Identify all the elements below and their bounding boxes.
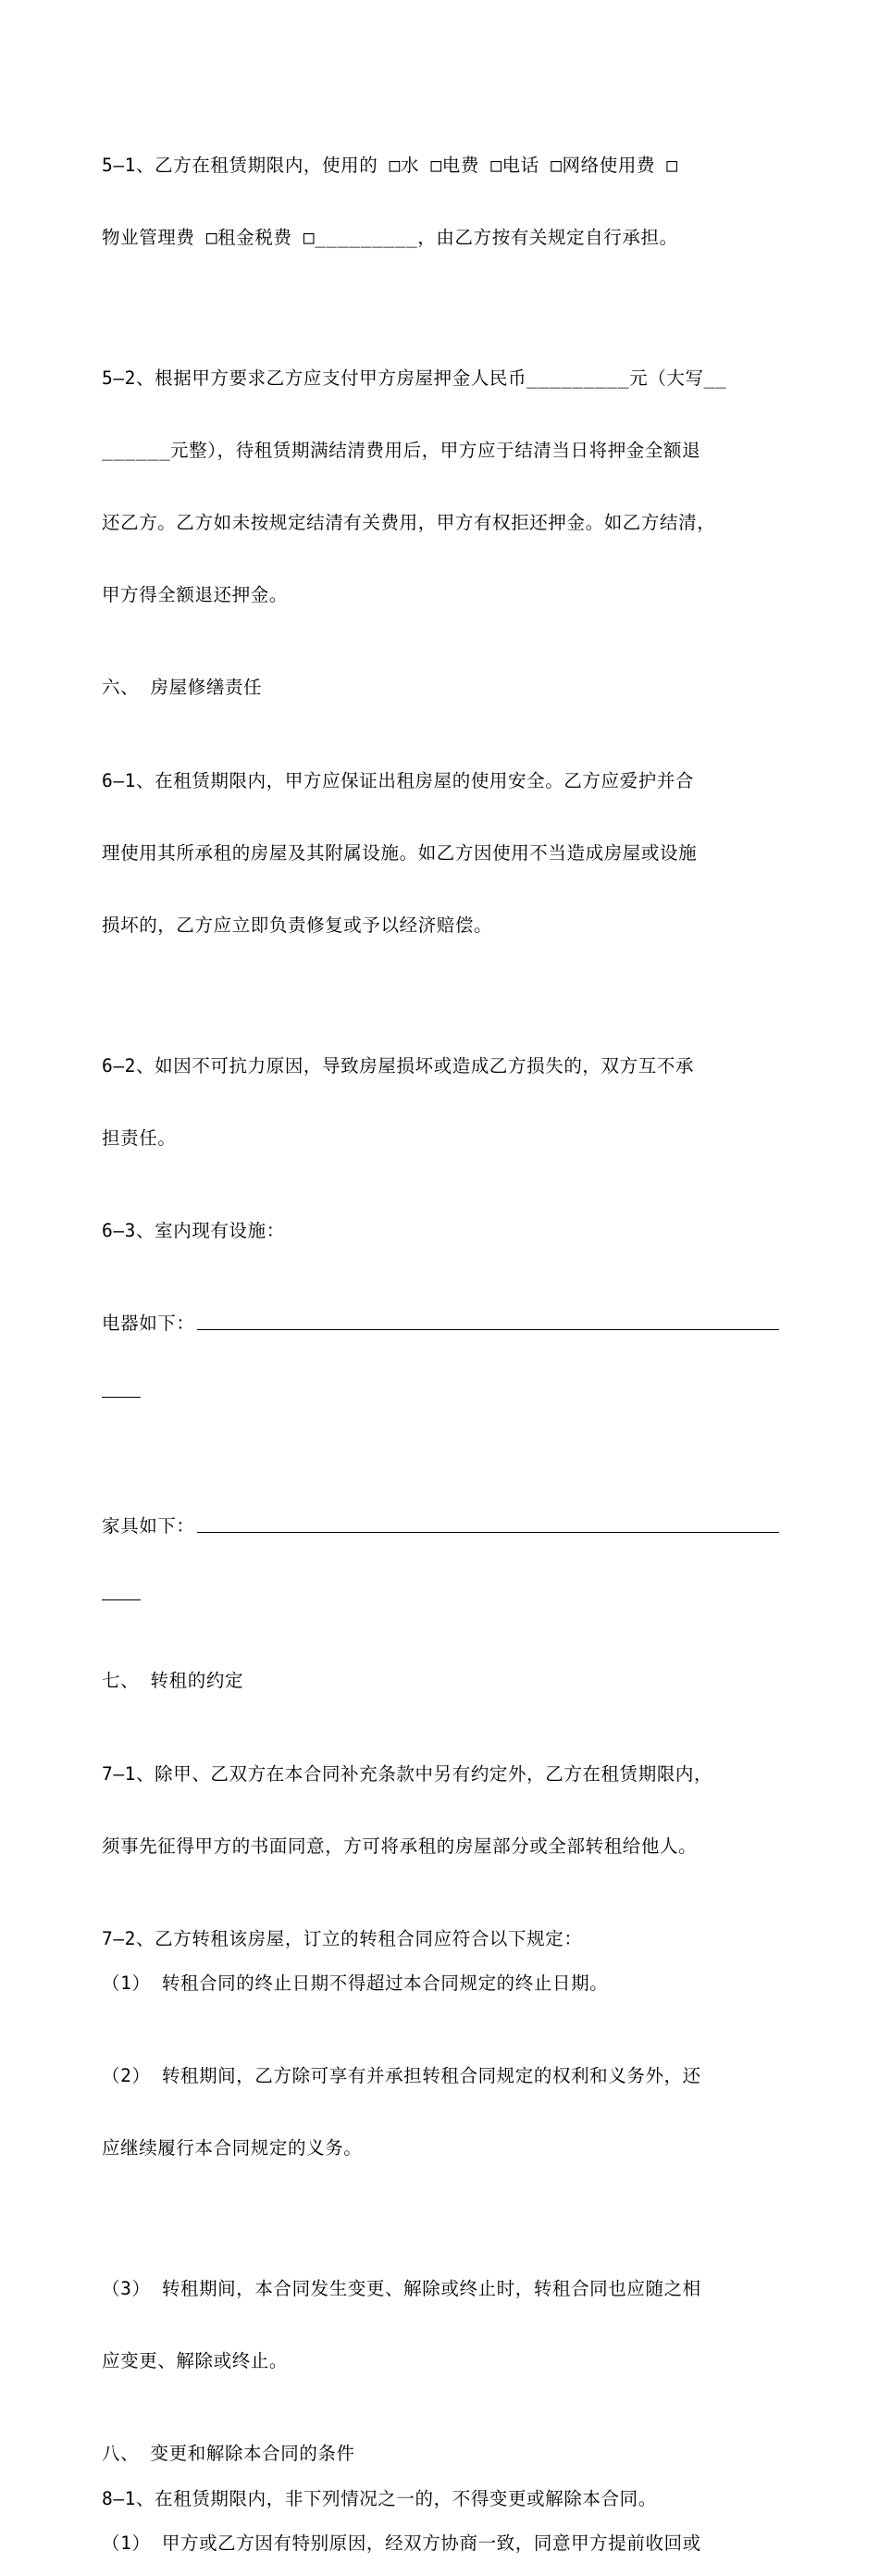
- appliances-label: 电器如下：: [102, 1313, 195, 1334]
- clause-6-1-line: 损坏的，乙方应立即负责修复或予以经济赔偿。: [102, 915, 493, 936]
- clause-6-3: 6—3、室内现有设施：: [102, 1220, 285, 1241]
- appliances-field: [102, 1263, 779, 1446]
- clause-6-1: [102, 721, 779, 986]
- clause-7-2-item-3-line: （3） 转租期间，本合同发生变更、解除或终止时，转租合同也应随之相: [102, 2278, 701, 2299]
- furniture-blank-continuation: [102, 1587, 141, 1600]
- section-8-heading: 八、 变更和解除本合同的条件: [102, 2443, 355, 2464]
- clause-8-1-item-1: （1） 甲方或乙方因有特别原因，经双方协商一致，同意甲方提前收回或: [102, 2532, 701, 2554]
- clause-5-2-line: 还乙方。乙方如未按规定结清有关费用，甲方有权拒还押金。如乙方结清，: [102, 512, 716, 533]
- clause-7-2-item-3: [102, 2229, 779, 2421]
- clause-6-2-line: 担责任。: [102, 1127, 177, 1149]
- appliances-blank-continuation: [102, 1384, 141, 1398]
- clause-7-2-item-1: （1） 转租合同的终止日期不得超过本合同规定的终止日期。: [102, 1972, 609, 1994]
- clause-5-2-line: ______元整），待租赁期满结清费用后，甲方应于结清当日将押金全额退: [102, 440, 701, 461]
- clause-7-2-item-2-line: （2） 转租期间，乙方除可享有并承担转租合同规定的权利和义务外，还: [102, 2065, 701, 2086]
- clause-7-1-line: 7—1、除甲、乙双方在本合同补充条款中另有约定外，乙方在租赁期限内，: [102, 1763, 713, 1785]
- clause-7-1-line: 须事先征得甲方的书面同意，方可将承租的房屋部分或全部转租给他人。: [102, 1836, 698, 1857]
- clause-7-2: 7—2、乙方转租该房屋，订立的转租合同应符合以下规定：: [102, 1928, 583, 1949]
- clause-6-1-line: 6—1、在租赁期限内，甲方应保证出租房屋的使用安全。乙方应爱护并合: [102, 770, 695, 791]
- clause-7-2-item-2: [102, 2016, 779, 2209]
- furniture-field: [102, 1466, 779, 1649]
- appliances-blank: [197, 1329, 779, 1330]
- clause-5-1: [102, 106, 779, 298]
- clause-6-2-line: 6—2、如因不可抗力原因，导致房屋损坏或造成乙方损失的，双方互不承: [102, 1055, 695, 1076]
- furniture-blank: [197, 1532, 779, 1533]
- clause-5-2-line: 甲方得全额退还押金。: [102, 584, 289, 605]
- clause-7-1: [102, 1714, 779, 1907]
- document-page: [102, 106, 779, 2576]
- clause-8-1: 8—1、在租赁期限内，非下列情况之一的，不得变更或解除本合同。: [102, 2488, 657, 2509]
- clause-5-1-line: 5—1、乙方在租赁期限内，使用的 □水 □电费 □电话 □网络使用费 □: [102, 155, 678, 176]
- clause-7-2-item-2-line: 应继续履行本合同规定的义务。: [102, 2137, 363, 2159]
- clause-6-1-line: 理使用其所承租的房屋及其附属设施。如乙方因使用不当造成房屋或设施: [102, 842, 698, 864]
- clause-7-2-item-3-line: 应变更、解除或终止。: [102, 2350, 289, 2371]
- clause-5-2-line: 5—2、根据甲方要求乙方应支付甲方房屋押金人民币_________元（大写__: [102, 367, 727, 389]
- furniture-label: 家具如下：: [102, 1515, 195, 1537]
- section-6-heading: 六、 房屋修缮责任: [102, 677, 263, 698]
- clause-6-2: [102, 1006, 779, 1199]
- section-7-heading: 七、 转租的约定: [102, 1670, 244, 1691]
- clause-5-1-line: 物业管理费 □租金税费 □_________，由乙方按有关规定自行承担。: [102, 227, 678, 248]
- clause-5-2: [102, 318, 779, 655]
